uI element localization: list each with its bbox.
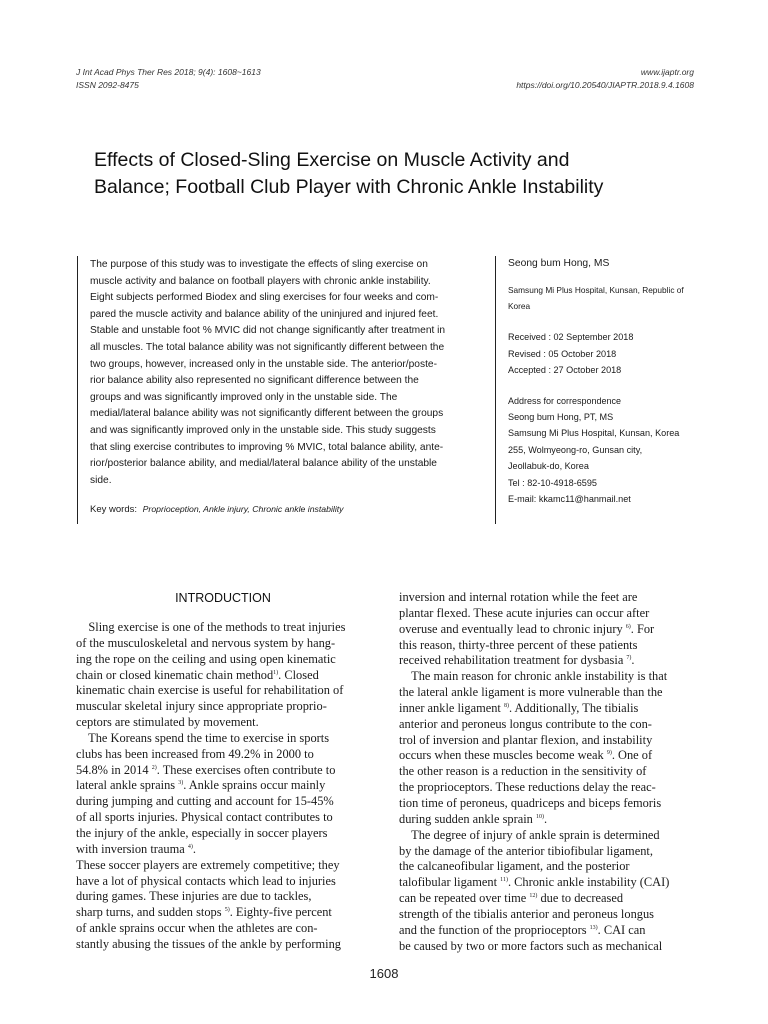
body-text: and the function of the proprioceptors: [399, 922, 590, 937]
keywords-label: Key words:: [90, 504, 137, 515]
accepted-date: Accepted : 27 October 2018: [508, 365, 622, 375]
body-text: the proprioceptors. These reductions delay the reac-: [399, 780, 656, 795]
body-text: anterior and peroneus longus contribute to the con-: [399, 716, 652, 731]
body-text-line: [399, 622, 693, 638]
body-text: with inversion trauma: [76, 841, 188, 856]
body-text: during sudden ankle sprain: [399, 811, 536, 826]
body-text-line: [76, 842, 370, 858]
body-text-line: [76, 683, 370, 699]
body-text: . CAI can: [597, 922, 646, 937]
body-text-line: [76, 905, 370, 921]
body-text-line: [399, 939, 693, 955]
body-text-line: [399, 653, 693, 669]
article-title: [94, 147, 694, 201]
body-text: due to decreased: [537, 891, 624, 906]
citation-superscript: 11): [500, 877, 508, 884]
body-column-right: [399, 590, 693, 954]
author-name: Seong bum Hong, MS: [508, 258, 610, 269]
journal-header-left: [76, 66, 261, 92]
abstract-line: two groups, however, increased only in the unstable side. The anterior/poste-: [90, 358, 437, 370]
citation-superscript: 13): [589, 924, 598, 931]
keywords-value: Proprioception, Ankle injury, Chronic ankle instability: [142, 504, 344, 514]
body-text-line: [76, 636, 370, 652]
keywords: [90, 504, 344, 515]
body-text: of ankle sprains occur when the athletes are con-: [76, 921, 318, 936]
abstract-line: and was significantly improved only in the unstable side. This study suggests: [90, 424, 436, 436]
body-text: this reason, thirty-three percent of these patients: [399, 637, 638, 652]
body-text: talofibular ligament: [399, 875, 501, 890]
body-text-line: [399, 923, 693, 939]
body-text-line: [76, 937, 370, 953]
body-text: 54.8% in 2014: [76, 762, 152, 777]
body-text: stantly abusing the tissues of the ankle by performing: [76, 936, 341, 951]
abstract-line: rior/posterior balance ability, and medial/lateral balance ability of the unstable: [90, 458, 437, 470]
body-text: These soccer players are extremely competitive; they: [76, 857, 340, 872]
abstract-line: medial/lateral balance ability was not significantly different between the groups: [90, 408, 444, 420]
body-text-line: [399, 669, 693, 685]
abstract-line: muscle activity and balance on football players with chronic ankle instability.: [90, 275, 431, 287]
correspondence-line: Jeollabuk-do, Korea: [508, 461, 589, 472]
abstract-line: side.: [90, 474, 112, 486]
citation-superscript: 6): [625, 623, 631, 630]
body-text-line: [399, 685, 693, 701]
body-text-line: [76, 620, 370, 636]
body-text: . For: [630, 621, 655, 636]
body-text-line: [399, 844, 693, 860]
body-column-left: [76, 620, 370, 953]
body-text: The main reason for chronic ankle instability is that: [399, 669, 668, 684]
body-text: . One of: [611, 748, 653, 763]
body-text-line: [76, 889, 370, 905]
body-text: clubs has been increased from 49.2% in 2000 to: [76, 746, 314, 761]
body-text: . Closed: [278, 667, 319, 682]
citation-superscript: 12): [529, 893, 538, 900]
body-text-line: [399, 828, 693, 844]
body-text: plantar flexed. These acute injuries can occur after: [399, 605, 650, 620]
section-heading: INTRODUCTION: [175, 591, 271, 605]
body-text: ceptors are stimulated by movement.: [76, 715, 259, 730]
body-text: during jumping and cutting and account for 15-45%: [76, 794, 334, 809]
body-text-line: [76, 668, 370, 684]
body-text: chain or closed kinematic chain method: [76, 667, 274, 682]
article-title-line: Balance; Football Club Player with Chronic Ankle Instability: [94, 176, 604, 198]
correspondence-line: Samsung Mi Plus Hospital, Kunsan, Korea: [508, 428, 680, 439]
body-text: The Koreans spend the time to exercise in sports: [76, 730, 330, 745]
body-text: the other reason is a reduction in the sensitivity of: [399, 764, 647, 779]
body-text-line: [399, 764, 693, 780]
journal-website-link[interactable]: www.ijaptr.org: [640, 67, 694, 77]
citation-superscript: 1): [273, 669, 279, 676]
body-text: ing the rope on the ceiling and using open kinematic: [76, 651, 336, 666]
abstract-line: Stable and unstable foot % MVIC did not change significantly after treatment in: [90, 325, 446, 337]
body-text-line: [399, 638, 693, 654]
body-text: inner ankle ligament: [399, 700, 504, 715]
body-text: the lateral ankle ligament is more vulnerable than the: [399, 685, 663, 700]
body-text: by the damage of the anterior tibiofibular ligament,: [399, 843, 653, 858]
body-text: . Ankle sprains occur mainly: [183, 778, 326, 793]
body-text: strength of the tibialis anterior and peroneus longus: [399, 906, 654, 921]
body-text: be caused by two or more factors such as mechanical: [399, 938, 663, 953]
citation-superscript: 5): [224, 907, 230, 914]
citation-superscript: 2): [151, 764, 157, 771]
body-text: . Chronic ankle instability (CAI): [507, 875, 670, 890]
body-text: . Additionally, The tibialis: [508, 700, 639, 715]
body-text-line: [399, 875, 693, 891]
body-text: .: [192, 841, 196, 856]
body-text: during games. These injuries are due to tackles,: [76, 889, 312, 904]
body-text: can be repeated over time: [399, 891, 530, 906]
body-text: lateral ankle sprains: [76, 778, 179, 793]
body-text: .: [631, 653, 635, 668]
affiliation: [508, 282, 708, 314]
affiliation-line: Korea: [508, 301, 531, 311]
body-text-line: [399, 701, 693, 717]
citation-superscript: 4): [187, 843, 193, 850]
body-text: tion time of peroneus, quadriceps and biceps femoris: [399, 795, 662, 810]
journal-citation: J Int Acad Phys Ther Res 2018; 9(4): 1608~1613: [76, 67, 261, 77]
body-text: the injury of the ankle, especially in soccer players: [76, 825, 328, 840]
journal-header-right: [516, 66, 694, 92]
body-text: The degree of injury of ankle sprain is determined: [399, 827, 660, 842]
body-text-line: [76, 747, 370, 763]
body-text-line: [76, 874, 370, 890]
correspondence-heading: Address for correspondence: [508, 395, 622, 406]
correspondence-line: Tel : 82-10-4918-6595: [508, 477, 597, 488]
abstract-line: rior balance ability also represented no significant difference between the: [90, 375, 419, 387]
body-text: inversion and internal rotation while the feet are: [399, 590, 638, 604]
body-text-line: [399, 780, 693, 796]
body-text-line: [399, 891, 693, 907]
body-text: muscular skeletal injury since appropriate proprio-: [76, 699, 327, 714]
body-text: received rehabilitation treatment for dysbasia: [399, 653, 627, 668]
body-text: trol of inversion and plantar flexion, and instability: [399, 732, 653, 747]
correspondence-address: [508, 409, 708, 509]
body-text-line: [399, 748, 693, 764]
body-text-line: [399, 606, 693, 622]
abstract-line: Eight subjects performed Biodex and sling exercises for four weeks and com-: [90, 292, 439, 304]
citation-superscript: 8): [503, 702, 509, 709]
abstract: [90, 257, 483, 489]
body-text-line: [76, 763, 370, 779]
doi-link[interactable]: https://doi.org/10.20540/JIAPTR.2018.9.4.1608: [516, 80, 694, 90]
article-dates: [508, 329, 708, 379]
body-text-line: [399, 796, 693, 812]
citation-superscript: 10): [535, 813, 544, 820]
body-text: have a lot of physical contacts which lead to injuries: [76, 873, 336, 888]
issn: ISSN 2092-8475: [76, 80, 139, 90]
body-text-line: [76, 778, 370, 794]
abstract-line: all muscles. The total balance ability was not significantly different between the: [90, 341, 445, 353]
body-text-line: [76, 794, 370, 810]
body-text-line: [76, 715, 370, 731]
body-text-line: [76, 731, 370, 747]
sidebar-rule: [495, 256, 496, 524]
citation-superscript: 7): [626, 655, 632, 662]
body-text-line: [76, 826, 370, 842]
abstract-line: groups and was significantly improved only in the unstable side. The: [90, 391, 398, 403]
revised-date: Revised : 05 October 2018: [508, 348, 617, 359]
body-text-line: [76, 921, 370, 937]
correspondence-line: Seong bum Hong, PT, MS: [508, 411, 614, 422]
body-text: overuse and eventually lead to chronic injury: [399, 621, 626, 636]
body-text: .: [543, 811, 548, 826]
affiliation-line: Samsung Mi Plus Hospital, Kunsan, Republic of: [508, 285, 684, 295]
body-text: . These exercises often contribute to: [156, 762, 336, 777]
body-text: occurs when these muscles become weak: [399, 748, 607, 763]
body-text-line: [399, 907, 693, 923]
article-title-line: Effects of Closed-Sling Exercise on Muscle Activity and: [94, 149, 570, 171]
body-text: the calcaneofibular ligament, and the posterior: [399, 859, 630, 874]
citation-superscript: 9): [606, 750, 612, 757]
abstract-line: that sling exercise contributes to improving % MVIC, total balance ability, ante-: [90, 441, 444, 453]
body-text-line: [399, 733, 693, 749]
body-text-line: [76, 858, 370, 874]
correspondence-email[interactable]: E-mail: kkamc11@hanmail.net: [508, 494, 631, 505]
body-text-line: [399, 717, 693, 733]
body-text: of the musculoskeletal and nervous system by hang-: [76, 635, 336, 650]
citation-superscript: 3): [178, 780, 184, 787]
body-text: Sling exercise is one of the methods to treat injuries: [76, 620, 346, 634]
body-text: sharp turns, and sudden stops: [76, 905, 225, 920]
body-text: . Eighty-five percent: [229, 905, 332, 920]
page-number: 1608: [369, 966, 399, 981]
body-text: kinematic chain exercise is useful for rehabilitation of: [76, 683, 344, 698]
received-date: Received : 02 September 2018: [508, 332, 634, 342]
body-text-line: [76, 652, 370, 668]
abstract-line: The purpose of this study was to investigate the effects of sling exercise on: [90, 259, 428, 270]
body-text-line: [76, 699, 370, 715]
body-text-line: [399, 859, 693, 875]
body-text: of all sports injuries. Physical contact contributes to: [76, 810, 333, 825]
article-info-sidebar: [508, 256, 708, 508]
body-text-line: [76, 810, 370, 826]
abstract-line: pared the muscle activity and balance ability of the uninjured and injured feet.: [90, 308, 439, 320]
body-text-line: [399, 812, 693, 828]
correspondence-line: 255, Wolmyeong-ro, Gunsan city,: [508, 444, 643, 455]
body-text-line: [399, 590, 693, 606]
